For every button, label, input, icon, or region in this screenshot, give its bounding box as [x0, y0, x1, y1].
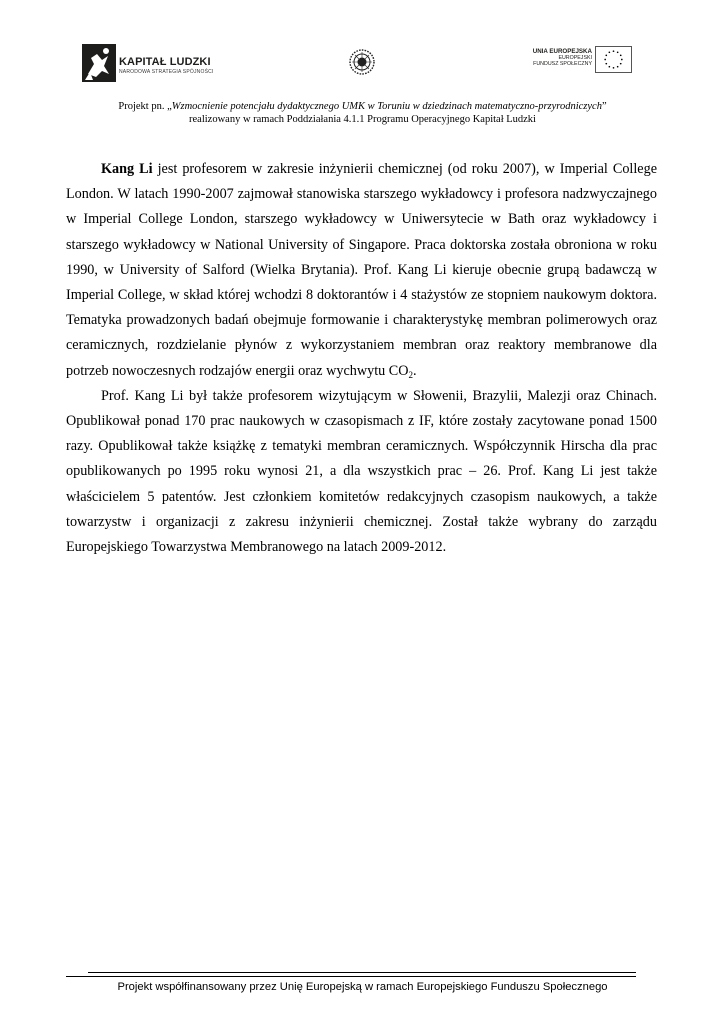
- project-prefix: Projekt pn. „: [118, 101, 172, 112]
- project-title: Wzmocnienie potencjału dydaktycznego UMK w Toruniu w dziedzinach matematyczno-przyrodniczych: [171, 101, 602, 112]
- eu-line-3: FUNDUSZ SPOŁECZNY: [533, 61, 592, 68]
- footer-divider-bottom: [66, 976, 636, 977]
- footer-divider-top: [88, 972, 636, 973]
- kapital-ludzki-mark-icon: [82, 44, 116, 82]
- paragraph-1-end: .: [413, 362, 417, 379]
- project-header-line-2: realizowany w ramach Poddziałania 4.1.1 Programu Operacyjnego Kapitał Ludzki: [189, 113, 536, 125]
- kapital-ludzki-logo: [82, 44, 212, 84]
- project-header: [60, 101, 665, 126]
- project-suffix: ”: [601, 101, 607, 112]
- project-header-line-1: [60, 101, 665, 114]
- document-body: [66, 157, 657, 560]
- person-name: Kang Li: [101, 161, 153, 177]
- eu-logo-text: [533, 48, 592, 67]
- kapital-ludzki-subtitle: NARODOWA STRATEGIA SPÓJNOŚCI: [119, 69, 214, 75]
- eu-line-2: EUROPEJSKI: [558, 55, 592, 62]
- footer-text: Projekt współfinansowany przez Unię Europejską w ramach Europejskiego Funduszu Społecznego: [117, 981, 608, 993]
- university-emblem-icon: [349, 49, 375, 75]
- paragraph-1: [66, 157, 657, 384]
- paragraph-2: Prof. Kang Li był także profesorem wizytującym w Słowenii, Brazylii, Malezji oraz Chinach. Opublikował ponad 170 prac naukowych w czasopismach z IF, które zostały zacytowane ponad 1500 razy. Opublikował także książkę z tematyki membran ceramicznych. Współczynnik Hirscha dla prac opublikowanych po 1995 roku wynosi 21, a dla wszystkich prac – 26. Prof. Kang Li jest także właścicielem 5 patentów. Jest członkiem komitetów redakcyjnych czasopism naukowych, a także towarzystw i organizacji z zakresu inżynierii chemicznej. Został także wybrany do zarządu Europejskiego Towarzystwa Membranowego na latach 2009-2012.: [66, 387, 657, 556]
- paragraph-1-text: jest profesorem w zakresie inżynierii chemicznej (od roku 2007), w Imperial College London. W latach 1990-2007 zajmował stanowiska starszego wykładowcy i profesora nadzwyczajnego w Imperial College London, starszego wykładowcy w Uniwersytecie w Bath oraz wykładowcy i starszego wykładowcy w National University of Singapore. Praca doktorska została obroniona w roku 1990, w University of Salford (Wielka Brytania). Prof. Kang Li kieruje obecnie grupą badawczą w Imperial College, w skład której wchodzi 8 doktorantów i 4 stażystów ze stopniem naukowym doktora. Tematyka prowadzonych badań obejmuje formowanie i charakterystykę membran polimerowych oraz ceramicznych, rozdzielanie płynów z wykorzystaniem membran oraz reaktory membranowe dla potrzeb nowoczesnych rodzajów energii oraz wychwytu CO: [66, 161, 657, 379]
- eu-line-1: UNIA EUROPEJSKA: [532, 48, 592, 55]
- kapital-ludzki-name: KAPITAŁ LUDZKI: [119, 56, 211, 68]
- eu-flag-icon: [595, 46, 632, 73]
- co2-subscript: 2: [408, 369, 413, 380]
